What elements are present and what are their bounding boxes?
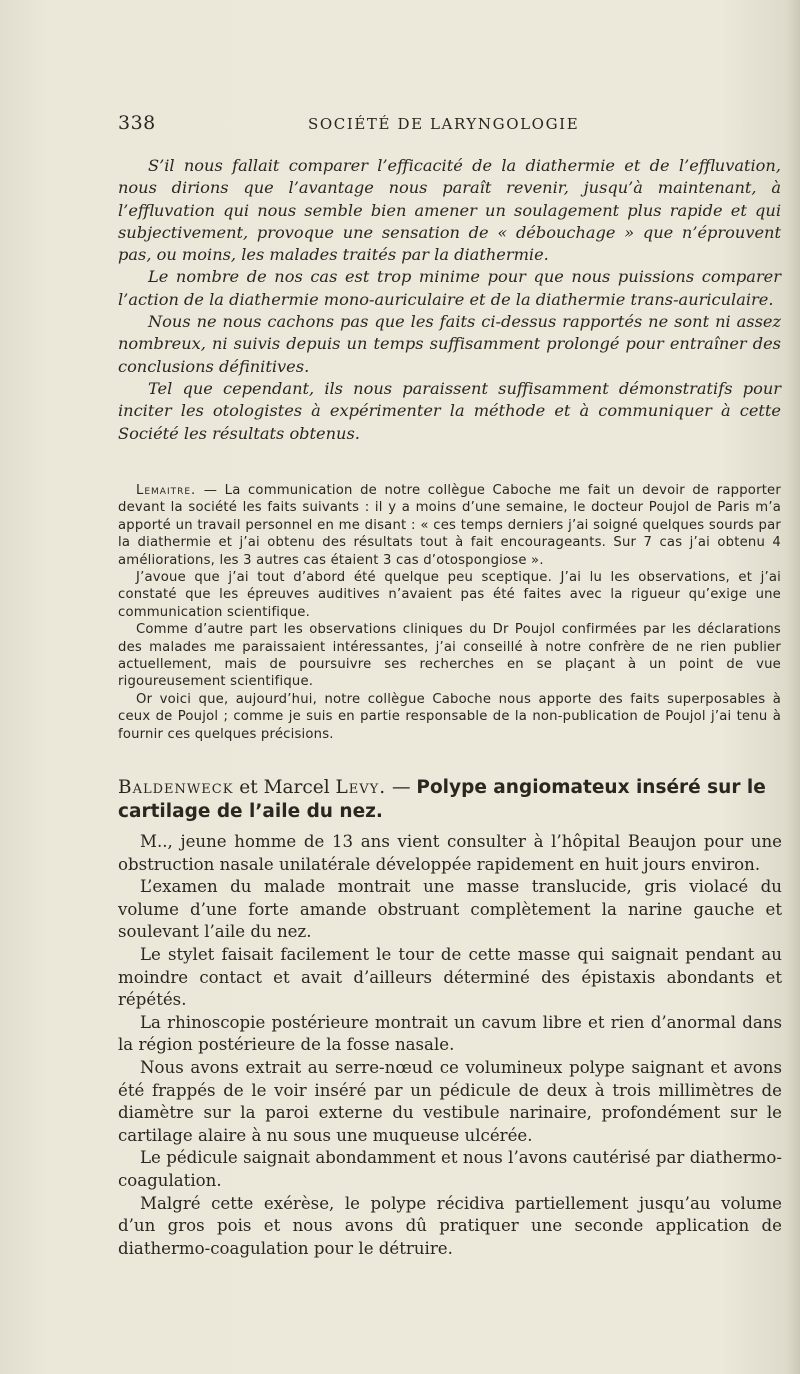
italic-paragraph: S’il nous fallait comparer l’efficacité de la diathermie et de l’effluvation, nous dirions que l’avantage nous paraît revenir, jusqu’à maintenant, à l’effluvation qui nous semble bien amener un soulagement plus rapide et qui subjectivement, provoque une sensation de « débouchage » que n’éprouvent pas, ou moins, les malades traités par la diathermie. xyxy=(118,156,781,265)
article-title: Polype angiomateux inséré sur le cartilage de l’aile du nez. xyxy=(118,777,766,822)
body-paragraph: Nous avons extrait au serre-nœud ce volumineux polype saignant et avons été frappés de le voir inséré par un pédicule de deux à trois millimètres de diamètre sur la paroi externe du vestibule narinaire, profondément sur le cartilage alaire à nu sous une muqueuse ulcérée. xyxy=(118,1057,782,1145)
discussion-paragraph: Or voici que, aujourd’hui, notre collègue Caboche nous apporte des faits superposables à ceux de Poujol ; comme je suis en partie responsable de la non-publication de Poujol j’ai tenu à fournir ces quelques précisions. xyxy=(118,691,781,742)
discussion-paragraph: J’avoue que j’ai tout d’abord été quelque peu sceptique. J’ai lu les observations, et j’ai constaté que les épreuves auditives n’avaient pas été faites avec la rigueur qu’exige une communication scientifique. xyxy=(118,570,781,620)
body-paragraph: L’examen du malade montrait une masse translucide, gris violacé du volume d’une forte amande obstruant complètement la narine gauche et soulevant l’aile du nez. xyxy=(118,877,782,942)
body-paragraph: La rhinoscopie postérieure montrait un cavum libre et rien d’anormal dans la région postérieure de la fosse nasale. xyxy=(118,1012,782,1055)
discussion-paragraph xyxy=(118,482,781,569)
italic-paragraph: Tel que cependant, ils nous paraissent suffisamment démonstratifs pour inciter les otologistes à expérimenter la méthode et à communiquer à cette Société les résultats obtenus. xyxy=(118,378,781,443)
discussion-opening-text: — La communication de notre collègue Caboche me fait un devoir de rapporter devant la société les faits suivants : il y a moins d’une semaine, le docteur Poujol de Paris m’a apporté un travail personnel en me disant : « ces temps derniers j’ai soigné quelques sourds par la diathermie et j’ai obtenu des résultats tout à fait encourageants. Sur 7 cas j’ai obtenu 4 améliorations, les 3 autres cas étaient 3 cas d’otospongiose ». xyxy=(118,483,781,568)
body-paragraph: M.., jeune homme de 13 ans vient consulter à l’hôpital Beaujon pour une obstruction nasale unilatérale développée rapidement en huit jours environ. xyxy=(118,832,782,874)
case-report-body xyxy=(118,831,782,1260)
author-baldenweck: Baldenweck xyxy=(118,777,234,798)
article-authors: Baldenweck et Marcel Levy. — xyxy=(118,777,417,798)
body-paragraph: Le pédicule saignait abondamment et nous l’avons cautérisé par diathermo-coagulation. xyxy=(118,1148,782,1190)
page-number: 338 xyxy=(118,112,156,134)
body-paragraph: Malgré cette exérèse, le polype récidiva partiellement jusqu’au volume d’un gros pois et nous avons dû pratiquer une seconde application de diathermo-coagulation pour le détruire. xyxy=(118,1193,782,1258)
conclusion-italic-section xyxy=(118,155,781,445)
discussion-paragraph: Comme d’autre part les observations cliniques du Dr Poujol confirmées par les déclarations des malades me paraissaient intéressantes, j’ai conseillé à notre confrère de ne rien publier actuellement, mais de poursuivre ses recherches en se plaçant à un point de vue rigoureusement scientifique. xyxy=(118,622,781,690)
italic-paragraph: Nous ne nous cachons pas que les faits ci-dessus rapportés ne sont ni assez nombreux, ni suivis depuis un temps suffisamment prolongé pour entraîner des conclusions définitives. xyxy=(118,312,781,376)
body-paragraph: Le stylet faisait facilement le tour de cette masse qui saignait pendant au moindre contact et avait d’ailleurs déterminé des épistaxis abondants et répétés. xyxy=(118,944,782,1010)
page-edge-shadow xyxy=(786,0,800,1374)
page-header xyxy=(118,112,758,136)
speaker-name: Lemaitre. xyxy=(136,483,197,498)
author-levy: Levy. xyxy=(335,777,387,798)
article-heading xyxy=(118,776,783,824)
running-title: SOCIÉTÉ DE LARYNGOLOGIE xyxy=(308,115,580,133)
discussion-section xyxy=(118,482,781,743)
italic-paragraph: Le nombre de nos cas est trop minime pour que nous puissions comparer l’action de la diathermie mono-auriculaire et de la diathermie trans-auriculaire. xyxy=(118,267,781,309)
